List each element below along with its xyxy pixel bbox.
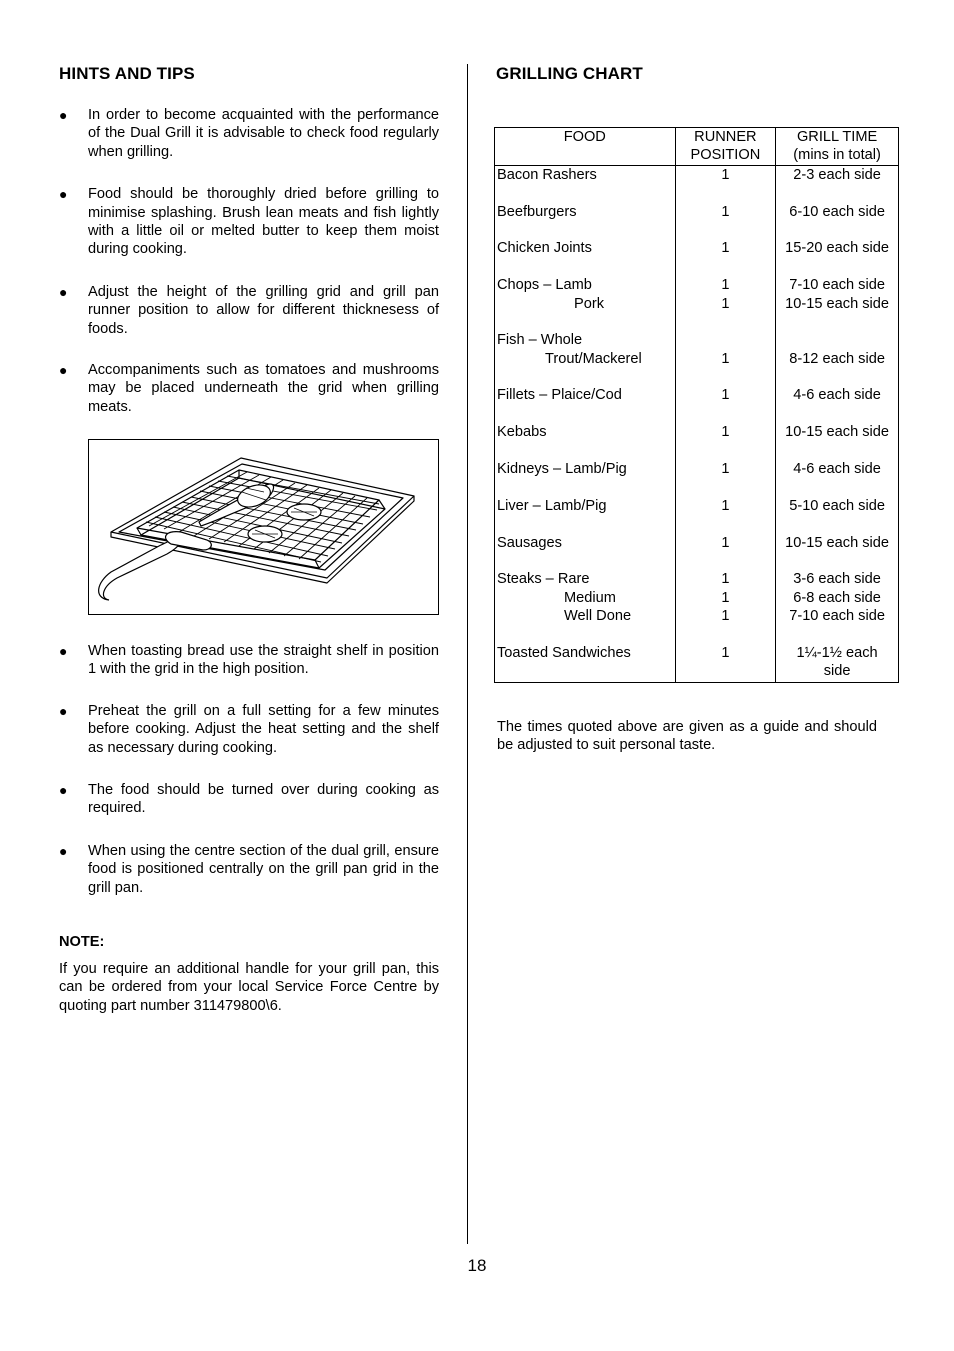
table-cell-runner: 1: [721, 295, 730, 312]
table-cell-time: 3-6 each side: [793, 571, 881, 588]
table-cell-runner: 1: [721, 534, 730, 551]
table-cell-runner: 1: [721, 571, 730, 588]
table-cell-food: Kebabs: [497, 424, 547, 441]
table-cell-time: 10-15 each side: [785, 295, 890, 312]
table-cell-runner: 1: [721, 424, 730, 441]
bullet-icon: ●: [59, 842, 68, 859]
page-number: 18: [467, 1256, 487, 1275]
table-cell-runner: 1: [721, 277, 730, 294]
table-row: [495, 165, 899, 682]
table-cell-food: Trout/Mackerel: [545, 350, 642, 367]
table-cell-food: Medium: [564, 589, 616, 606]
table-cell-runner: 1: [721, 240, 730, 257]
table-cell-runner: [678, 313, 774, 331]
table-cell-food: Fish – Whole: [497, 332, 583, 349]
table-cell-runner: 1: [721, 644, 730, 661]
tip-item: ● Accompaniments such as tomatoes and mushrooms may be placed underneath the grid when grilling meats.: [59, 362, 439, 415]
table-cell-time: [778, 515, 896, 533]
grilling-chart-heading: GRILLING CHART: [496, 64, 643, 83]
table-cell-runner: [678, 626, 774, 644]
table-cell-food: [497, 442, 673, 460]
table-cell-food: [497, 313, 673, 331]
grill-pan-illustration: [88, 439, 439, 615]
table-cell-time: 10-15 each side: [785, 534, 890, 551]
header-runner: RUNNER POSITION: [675, 128, 776, 166]
note-text: If you require an additional handle for your grill pan, this can be ordered from your local Service Force Centre by quoting part number 311479800\6.: [59, 961, 439, 1014]
table-cell-runner: [678, 478, 774, 496]
tip-item: ● Adjust the height of the grilling grid and grill pan runner position to allow for different thicknesess of foods.: [59, 283, 439, 337]
table-cell-runner: [678, 331, 774, 349]
table-cell-food: Kidneys – Lamb/Pig: [497, 461, 627, 478]
table-cell-time: 7-10 each side: [789, 608, 885, 625]
tip-item: ● When using the centre section of the dual grill, ensure food is positioned centrally on the grill pan grid in the grill pan.: [59, 842, 439, 896]
tip-item: ● When toasting bread use the straight shelf in position 1 with the grid in the high position.: [59, 643, 439, 678]
table-cell-time: 6-10 each side: [789, 203, 885, 220]
table-cell-time: 10-15 each side: [785, 424, 890, 441]
chart-column: [496, 63, 899, 85]
tip-item: ● Food should be thoroughly dried before grilling to minimise splashing. Brush lean meats and fish lightly with a little oil or melted butter to keep them moist during cooking.: [59, 186, 439, 258]
table-cell-food: Steaks – Rare: [497, 571, 590, 588]
table-cell-runner: 1: [721, 608, 730, 625]
table-cell-runner: [678, 184, 774, 202]
table-cell-time: 5-10 each side: [789, 497, 885, 514]
table-cell-time: [778, 184, 896, 202]
table-cell-runner: [678, 258, 774, 276]
table-cell-food: Pork: [574, 295, 605, 312]
table-cell-food: [497, 368, 673, 386]
grill-pan-drawing: [89, 440, 438, 614]
table-cell-time: 6-8 each side: [793, 589, 881, 606]
table-cell-food: Chicken Joints: [497, 240, 592, 257]
table-cell-time: [778, 331, 896, 349]
table-cell-runner: 1: [721, 461, 730, 478]
table-cell-time: [778, 221, 896, 239]
table-cell-runner: [678, 442, 774, 460]
table-cell-time: 4-6 each side: [793, 387, 881, 404]
table-cell-time: [778, 313, 896, 331]
table-cell-runner: [678, 368, 774, 386]
table-cell-time: [778, 552, 896, 570]
table-cell-runner: [678, 552, 774, 570]
table-cell-food: [497, 515, 673, 533]
time-column: [776, 165, 899, 682]
table-cell-food: Fillets – Plaice/Cod: [497, 387, 622, 404]
table-cell-food: [497, 258, 673, 276]
table-cell-food: Liver – Lamb/Pig: [497, 497, 607, 514]
tips-list-b: [59, 642, 439, 897]
header-time: GRILL TIME (mins in total): [776, 128, 899, 166]
table-cell-food: Beefburgers: [497, 203, 577, 220]
table-cell-food: [497, 552, 673, 570]
table-cell-runner: [678, 662, 774, 680]
bullet-icon: ●: [59, 362, 68, 379]
tip-item: ● The food should be turned over during cooking as required.: [59, 782, 439, 817]
column-divider: [467, 64, 468, 1244]
table-cell-food: Bacon Rashers: [497, 166, 597, 183]
bullet-icon: ●: [59, 186, 68, 203]
table-cell-time: [778, 405, 896, 423]
tips-list-a: [59, 106, 439, 416]
table-cell-runner: 1: [721, 350, 730, 367]
table-cell-runner: [678, 405, 774, 423]
tip-item: ● Preheat the grill on a full setting for a few minutes before cooking. Adjust the heat setting and the shelf as necessary during cooking.: [59, 702, 439, 756]
table-cell-time: [778, 478, 896, 496]
hints-heading: HINTS AND TIPS: [59, 64, 195, 83]
header-food: FOOD: [495, 128, 676, 166]
table-cell-food: [497, 662, 673, 680]
food-column: [495, 165, 676, 682]
table-cell-food: Toasted Sandwiches: [497, 644, 631, 661]
table-cell-time: [778, 368, 896, 386]
table-header-row: [495, 128, 899, 166]
bullet-icon: ●: [59, 643, 68, 659]
table-cell-time: [778, 258, 896, 276]
bullet-icon: ●: [59, 782, 68, 799]
table-cell-time: side: [823, 663, 851, 680]
table-cell-runner: 1: [721, 203, 730, 220]
table-cell-time: 1¼-1½ each: [796, 644, 878, 661]
bullet-icon: ●: [59, 107, 68, 123]
note-title: NOTE:: [59, 934, 105, 951]
grilling-chart-table: [494, 127, 899, 683]
table-cell-time: 8-12 each side: [789, 350, 885, 367]
table-cell-food: [497, 184, 673, 202]
table-cell-time: 15-20 each side: [785, 240, 890, 257]
table-cell-time: [778, 442, 896, 460]
table-cell-time: 2-3 each side: [793, 166, 881, 183]
table-cell-food: [497, 626, 673, 644]
bullet-icon: ●: [59, 283, 68, 300]
table-cell-food: Chops – Lamb: [497, 277, 592, 294]
table-cell-runner: 1: [721, 166, 730, 183]
table-cell-food: [497, 478, 673, 496]
table-cell-food: [497, 221, 673, 239]
table-cell-food: Sausages: [497, 534, 562, 551]
table-cell-time: [778, 626, 896, 644]
hints-column-lower: [59, 642, 439, 1015]
table-cell-runner: [678, 515, 774, 533]
table-cell-runner: [678, 221, 774, 239]
table-cell-time: 4-6 each side: [793, 461, 881, 478]
tip-item: ● In order to become acquainted with the performance of the Dual Grill it is advisable to check food regularly when grilling.: [59, 107, 439, 160]
table-cell-food: [497, 405, 673, 423]
table-cell-time: 7-10 each side: [789, 277, 885, 294]
runner-column: [675, 165, 776, 682]
table-cell-runner: 1: [721, 589, 730, 606]
hints-column: [59, 63, 439, 416]
table-cell-runner: 1: [721, 497, 730, 514]
table-cell-food: Well Done: [564, 608, 632, 625]
table-cell-runner: 1: [721, 387, 730, 404]
chart-footnote: The times quoted above are given as a guide and should be adjusted to suit personal taste.: [497, 719, 877, 754]
bullet-icon: ●: [59, 702, 68, 719]
